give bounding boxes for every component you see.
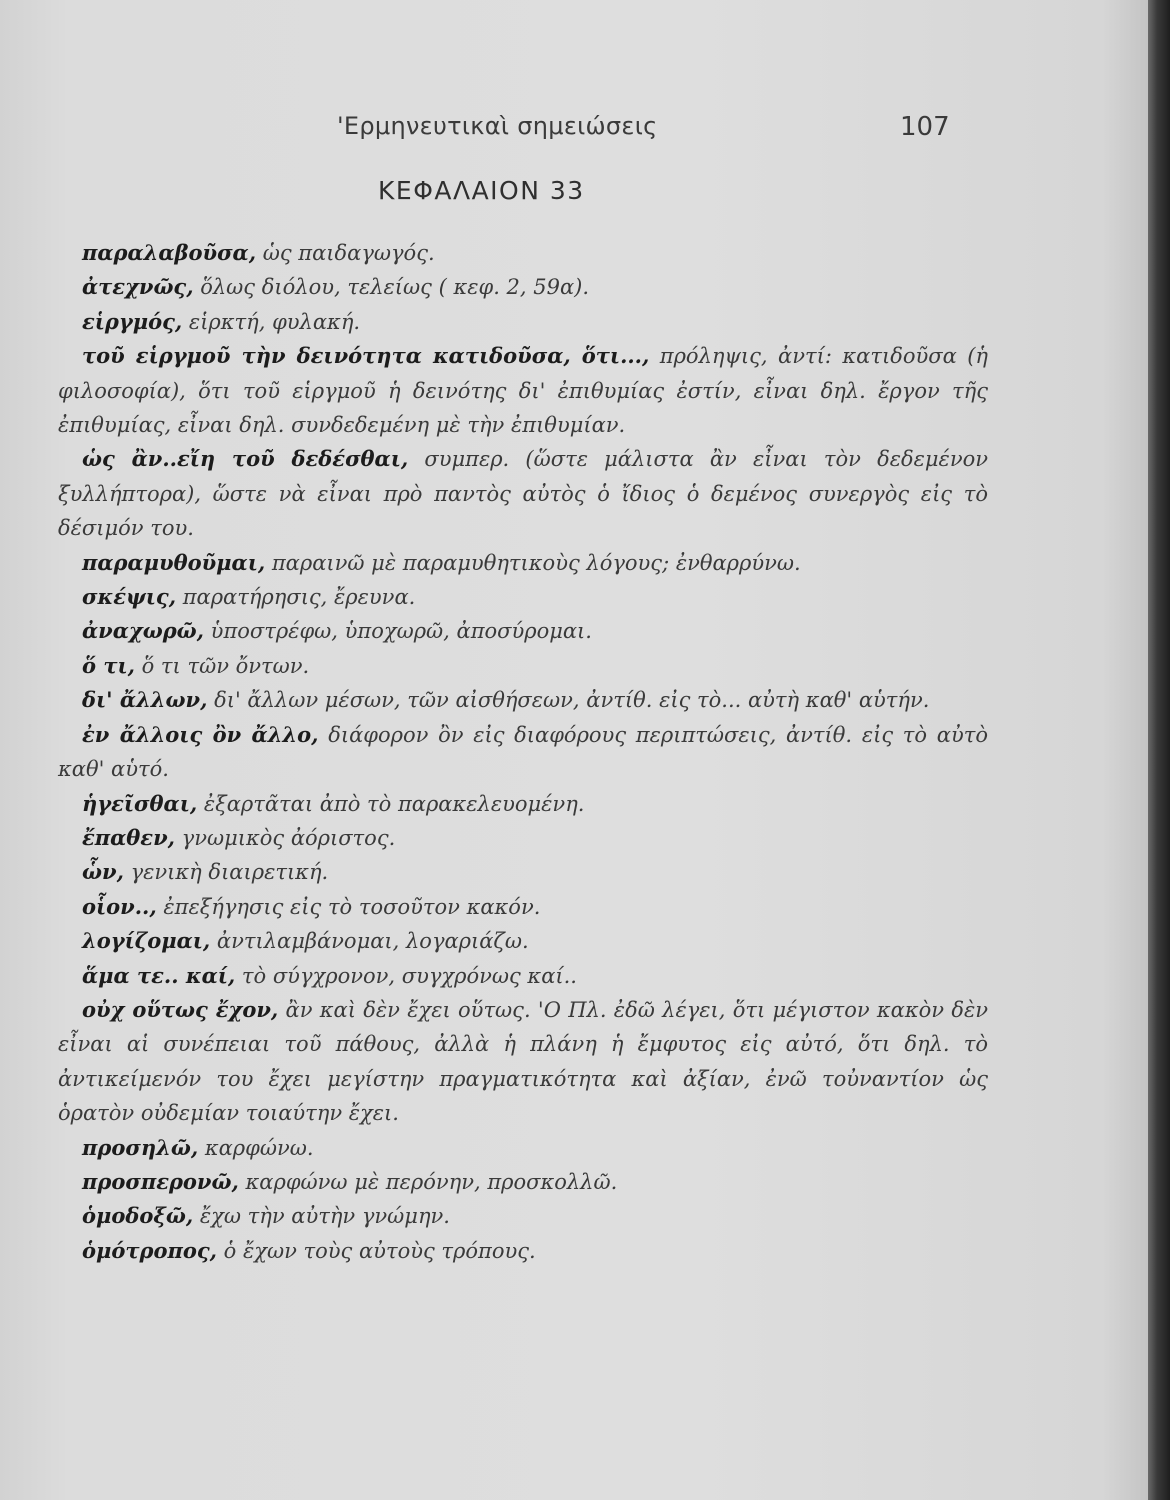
entry-lemma: σκέψις, [82,584,177,610]
entry-gloss: καρφώνω μὲ περόνην, προσκολλῶ. [245,1169,618,1194]
entry-lemma: ὁμότροπος, [82,1237,217,1263]
entry-gloss: ὡς παιδαγωγός. [262,241,435,265]
entry-lemma: τοῦ εἱργμοῦ τὴν δεινότητα κατιδοῦσα, ὅτι..., [82,343,650,369]
entry-lemma: ἔπαθεν, [82,824,175,850]
entry-gloss: ὁ ἔχων τοὺς αὐτοὺς τρόπους. [223,1238,536,1263]
entry-lemma: παραλαβοῦσα, [82,240,257,265]
entry-gloss: διάφορον ὂν εἰς διαφόρους περιπτώσεις, ἀντίθ. εἰς τὸ αὐτὸ καθ' αὑτό. [58,722,988,782]
glossary-entry [58,236,988,270]
glossary-entry [58,305,988,339]
entry-gloss: ἐπεξήγησις εἰς τὸ τοσοῦτον κακόν. [163,894,541,919]
entry-gloss: ἀντιλαμβάνομαι, λογαριάζω. [216,929,529,954]
entry-gloss: παρατήρησις, ἔρευνα. [182,585,416,610]
glossary-entry [58,683,988,717]
entry-lemma: ὁμοδοξῶ, [82,1203,194,1229]
glossary-entry [58,1199,988,1233]
entry-lemma: ἐν ἄλλοις ὂν ἄλλο, [82,721,319,747]
entry-lemma: ὡς ἂν..εἴη τοῦ δεδέσθαι, [82,446,409,472]
entry-lemma: δι' ἄλλων, [82,687,208,713]
entry-gloss: εἱρκτή, φυλακή. [188,309,361,334]
glossary-entry [58,614,988,648]
glossary-entries [58,236,988,1268]
entry-lemma: προσηλῶ, [82,1134,199,1160]
entry-gloss: συμπερ. (ὥστε μάλιστα ἂν εἶναι τὸν δεδεμένον ξυλλήπτορα), ὥστε νὰ εἶναι πρὸ παντὸς αὐτὸς ὁ ἴδιος ὁ δεμένος συνεργὸς εἰς τὸ δέσιμόν του. [58,447,988,541]
entry-gloss: τὸ σύγχρονον, συγχρόνως καί.. [241,963,577,988]
glossary-entry [58,959,988,993]
entry-lemma: προσπερονῶ, [82,1168,239,1194]
entry-gloss: γενικὴ διαιρετική. [130,860,329,885]
glossary-entry [58,1165,988,1199]
glossary-entry [58,546,988,580]
entry-gloss: ὅ τι τῶν ὄντων. [141,653,310,678]
entry-lemma: εἱργμός, [82,308,183,334]
entry-lemma: ὧν, [82,859,124,885]
glossary-entry [58,339,988,442]
entry-gloss: παραινῶ μὲ παραμυθητικοὺς λόγους; ἐνθαρρύνω. [271,550,801,575]
glossary-entry [58,442,988,545]
glossary-entry [58,855,988,889]
page-number: 107 [900,112,950,142]
glossary-entry [58,270,988,304]
entry-gloss: πρόληψις, ἀντί: κατιδοῦσα (ἡ φιλοσοφία), ὅτι τοῦ εἱργμοῦ ἡ δεινότης δι' ἐπιθυμίας ἐστίν, εἶναι δηλ. ἔργον τῆς ἐπιθυμίας, εἶναι δηλ. συνδεδεμένη μὲ τὴν ἐπιθυμίαν. [58,344,988,438]
entry-lemma: οἷον.., [82,893,157,919]
entry-lemma: ἅμα τε.. καί, [82,962,236,988]
entry-gloss: δι' ἄλλων μέσων, τῶν αἰσθήσεων, ἀντίθ. εἰς τὸ... αὐτὴ καθ' αὑτήν. [214,688,930,713]
entry-gloss: καρφώνω. [204,1135,314,1160]
entry-lemma: ἀναχωρῶ, [82,618,204,644]
entry-lemma: ἡγεῖσθαι, [82,790,198,816]
glossary-entry [58,1234,988,1268]
glossary-entry [58,580,988,614]
entry-gloss: ὑποστρέφω, ὑποχωρῶ, ἀποσύρομαι. [210,619,592,644]
glossary-entry [58,1131,988,1165]
glossary-entry [58,924,988,958]
entry-gloss: ἂν καὶ δὲν ἔχει οὕτως. 'Ο Πλ. ἐδῶ λέγει, ὅτι μέγιστον κακὸν δὲν εἶναι αἱ συνέπειαι τοῦ πάθους, ἀλλὰ ἡ πλάνη ἡ ἔμφυτος εἰς αὐτό, ὅτι δηλ. τὸ ἀντικείμενόν του ἔχει μεγίστην πραγματικότητα καὶ ἀξίαν, ἐνῶ τοὐναντίον ὡς ὁρατὸν οὐδεμίαν τοιαύτην ἔχει. [58,997,989,1126]
running-title: 'Ερμηνευτικαὶ σημειώσεις [337,112,658,140]
entry-gloss: ὅλως διόλου, τελείως ( κεφ. 2, 59α). [200,275,590,300]
glossary-entry [58,718,988,787]
chapter-title: ΚΕΦΑΛΑΙΟΝ 33 [378,176,585,205]
entry-lemma: οὐχ οὕτως ἔχον, [82,996,279,1022]
page-edge-shadow [1148,0,1170,1500]
glossary-entry [58,890,988,924]
glossary-entry [58,649,988,683]
entry-lemma: λογίζομαι, [82,928,211,954]
entry-lemma: ὅ τι, [82,652,135,678]
glossary-entry [58,993,988,1131]
entry-lemma: παραμυθοῦμαι, [82,549,266,575]
entry-lemma: ἀτεχνῶς, [82,274,194,300]
entry-gloss: ἐξαρτᾶται ἀπὸ τὸ παρακελευομένη. [203,791,585,816]
entry-gloss: ἔχω τὴν αὐτὴν γνώμην. [199,1204,450,1229]
entry-gloss: γνωμικὸς ἀόριστος. [181,825,396,850]
glossary-entry [58,787,988,821]
glossary-entry [58,821,988,855]
